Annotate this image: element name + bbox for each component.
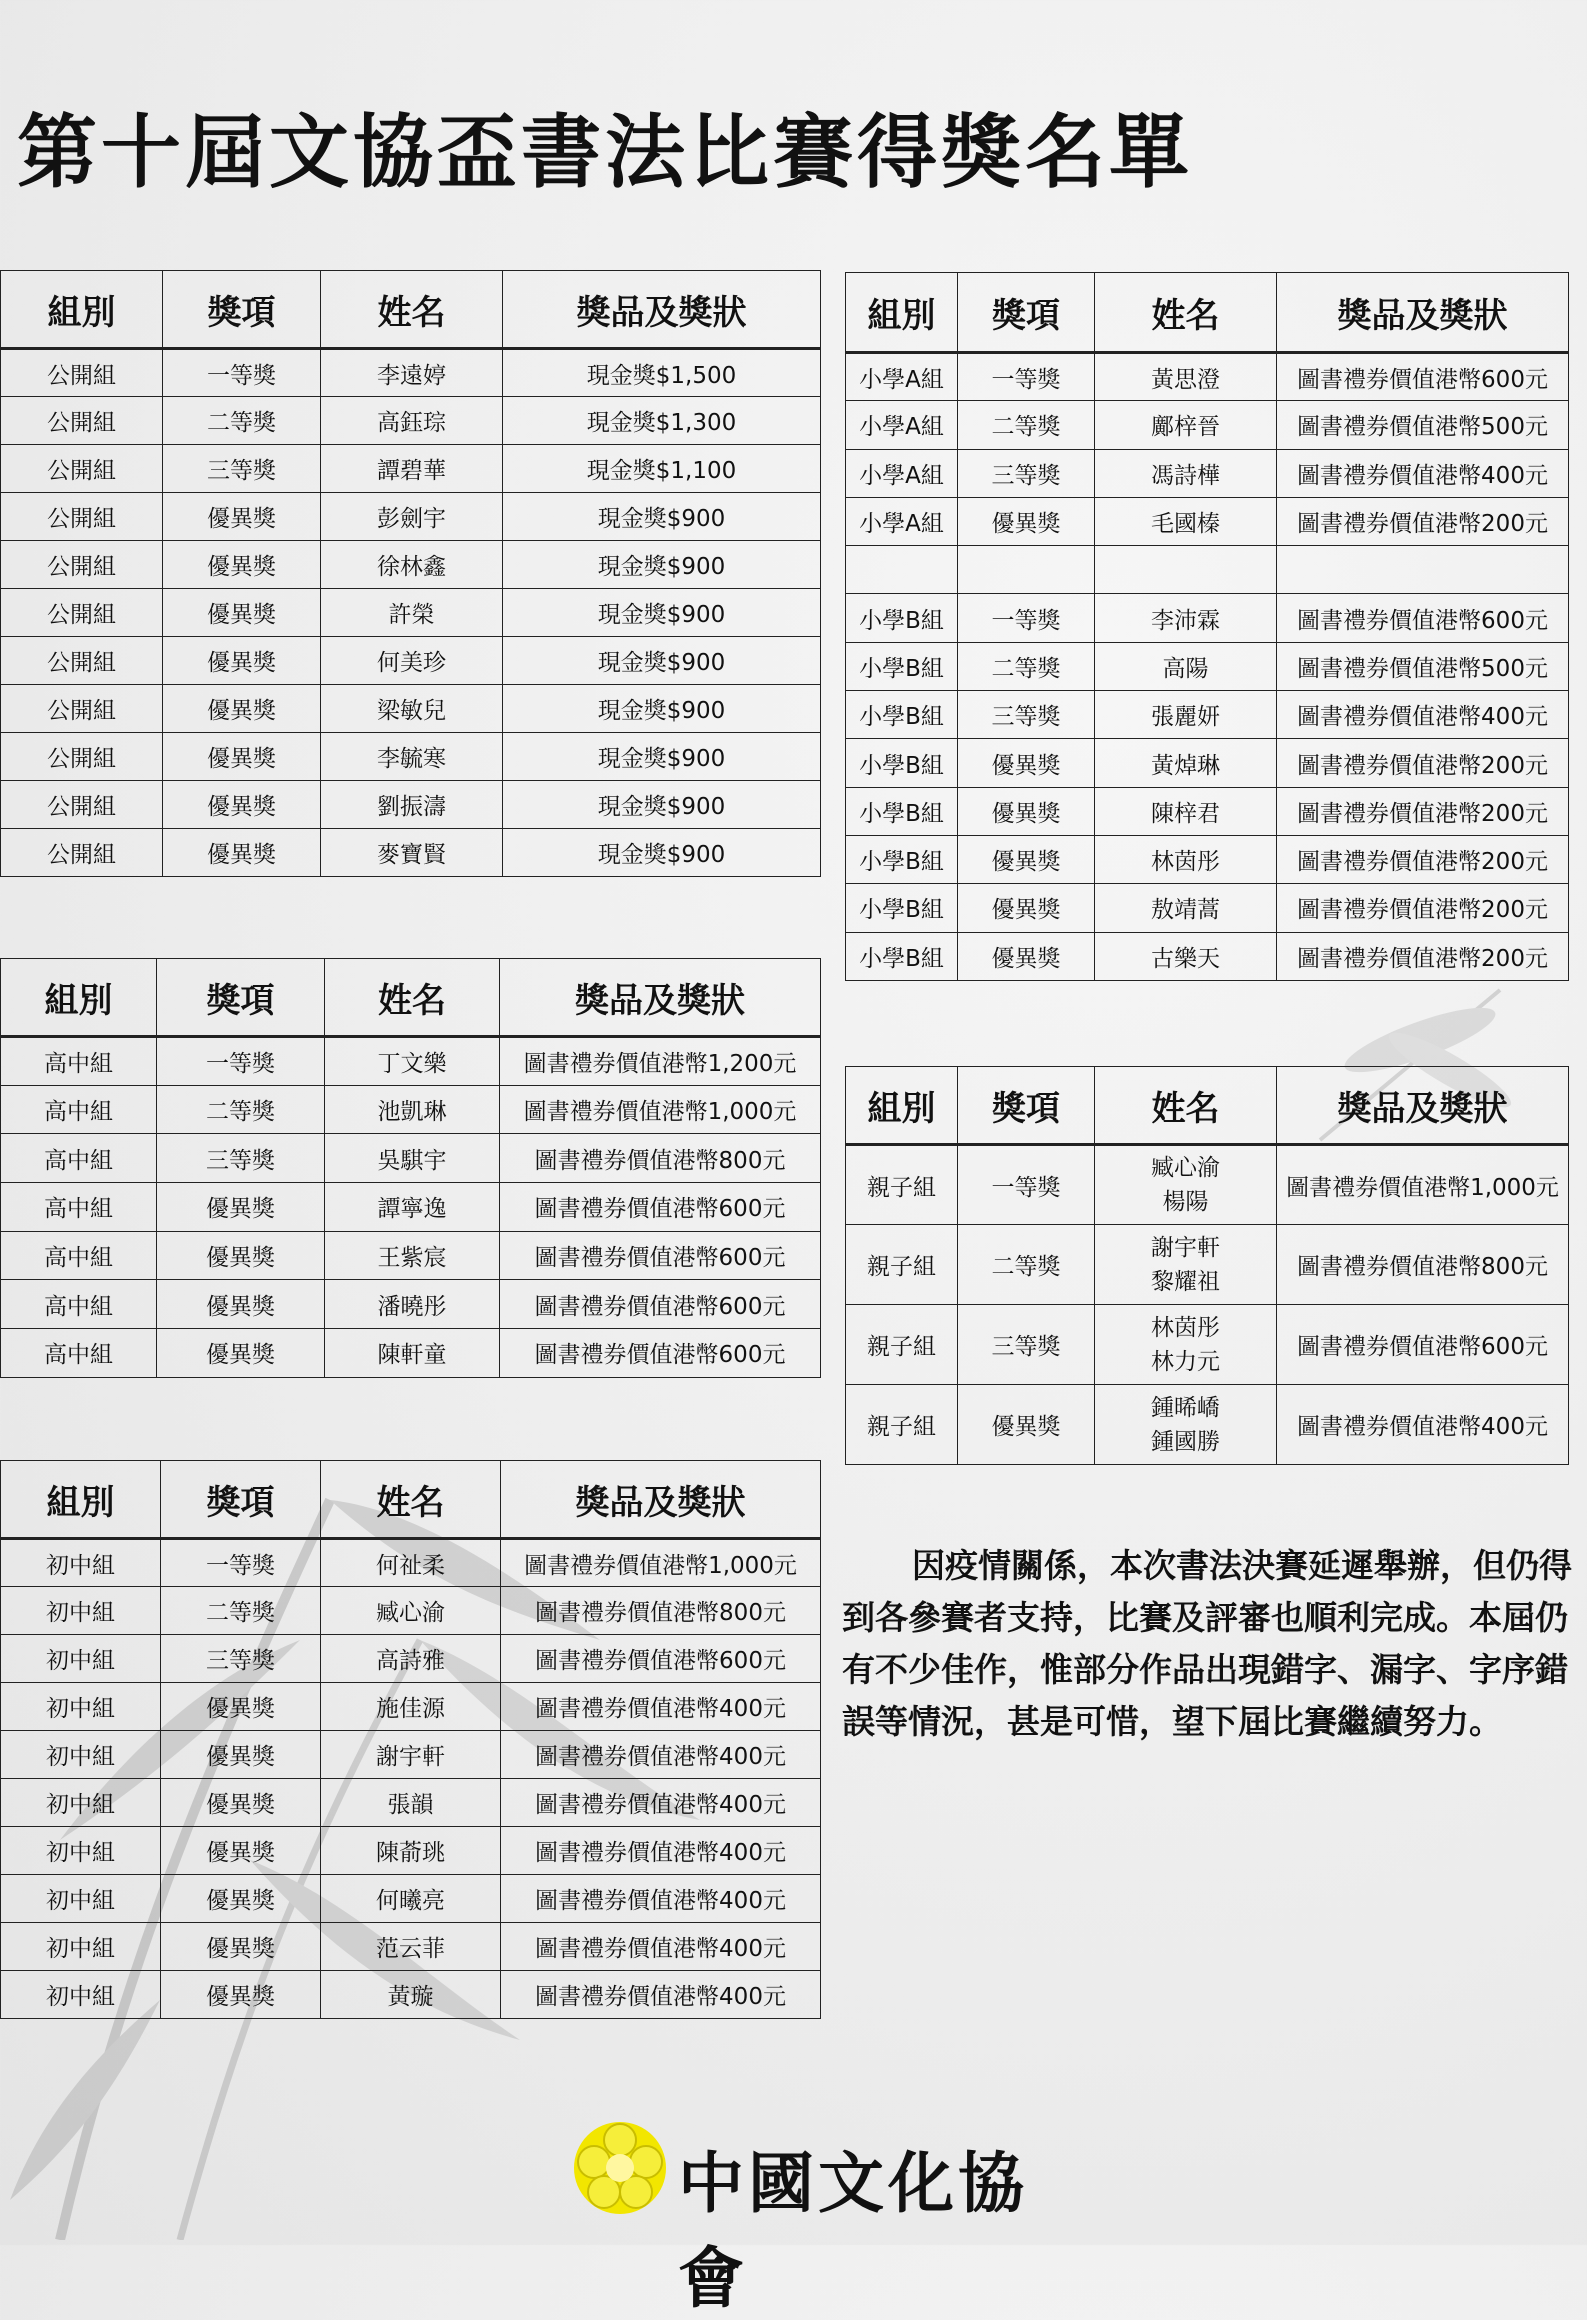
cell-award: 二等獎 [958, 642, 1095, 690]
table-row [846, 546, 1569, 594]
cell-award: 優異獎 [161, 1923, 321, 1971]
cell-name: 陳萮珧 [321, 1827, 501, 1875]
cell-prize: 圖書禮券價值港幣400元 [1277, 449, 1569, 497]
table-row [1, 781, 821, 829]
cell-name: 張韻 [321, 1779, 501, 1827]
cell-name: 施佳源 [321, 1683, 501, 1731]
cell-name: 毛國榛 [1095, 497, 1277, 545]
cell-name: 池凱琳 [325, 1085, 500, 1134]
cell-group: 小學B組 [846, 884, 958, 932]
cell-group: 公開組 [1, 685, 163, 733]
header-prize: 獎品及獎狀 [503, 271, 821, 349]
cell-name: 謝宇軒 黎耀祖 [1095, 1225, 1277, 1305]
cell-group: 高中組 [1, 1329, 157, 1378]
cell-group: 初中組 [1, 1875, 161, 1923]
header-name: 姓名 [321, 1461, 501, 1539]
cell-award: 二等獎 [161, 1587, 321, 1635]
cell-award: 優異獎 [163, 541, 321, 589]
cell-award: 優異獎 [161, 1875, 321, 1923]
table-row [1, 1134, 821, 1183]
organization-name: 中國文化協會 [678, 2144, 1028, 2317]
page-title: 第十屆文協盃書法比賽得獎名單 [17, 106, 1193, 199]
cell-prize: 圖書禮券價值港幣200元 [1277, 932, 1569, 980]
cell-award: 優異獎 [161, 1971, 321, 2019]
cell-name: 黃璇 [321, 1971, 501, 2019]
cell-name: 李遠婷 [321, 349, 503, 397]
cell-name: 譚碧華 [321, 445, 503, 493]
cell-name: 李毓寒 [321, 733, 503, 781]
junior-group-table [0, 1460, 821, 2019]
table-row [1, 1085, 821, 1134]
cell-prize: 現金獎$900 [503, 493, 821, 541]
cell-group: 初中組 [1, 1587, 161, 1635]
open-group-table [0, 270, 821, 877]
cell-name: 許榮 [321, 589, 503, 637]
table-row [1, 1539, 821, 1587]
cell-prize: 圖書禮券價值港幣1,200元 [500, 1037, 821, 1086]
cell-award: 三等獎 [157, 1134, 325, 1183]
cell-name: 黃思澄 [1095, 353, 1277, 401]
cell-prize: 圖書禮券價值港幣800元 [1277, 1225, 1569, 1305]
cell-prize: 圖書禮券價值港幣400元 [1277, 691, 1569, 739]
cell-name: 高陽 [1095, 642, 1277, 690]
cell-award: 優異獎 [157, 1183, 325, 1232]
table-row [1, 1683, 821, 1731]
cell-award: 三等獎 [161, 1635, 321, 1683]
table-row [1, 1587, 821, 1635]
cell-group: 初中組 [1, 1635, 161, 1683]
cell-group: 小學B組 [846, 835, 958, 883]
cell-award: 二等獎 [958, 401, 1095, 449]
cell-group: 小學A組 [846, 353, 958, 401]
cell-prize: 圖書禮券價值港幣600元 [1277, 1305, 1569, 1385]
cell-group: 公開組 [1, 541, 163, 589]
cell-group: 高中組 [1, 1134, 157, 1183]
cell-prize: 圖書禮券價值港幣400元 [501, 1779, 821, 1827]
cell-prize: 圖書禮券價值港幣400元 [501, 1827, 821, 1875]
cell-group: 親子組 [846, 1305, 958, 1385]
cell-prize [1277, 546, 1569, 594]
cell-prize: 現金獎$1,500 [503, 349, 821, 397]
cell-award: 二等獎 [958, 1225, 1095, 1305]
cell-name: 梁敏兒 [321, 685, 503, 733]
table-row [1, 1827, 821, 1875]
table-row [846, 932, 1569, 980]
cell-award: 一等獎 [958, 1145, 1095, 1225]
cell-group: 公開組 [1, 349, 163, 397]
cell-group: 親子組 [846, 1225, 958, 1305]
cell-award [958, 546, 1095, 594]
cell-group: 初中組 [1, 1827, 161, 1875]
table-row [846, 1145, 1569, 1225]
table-row [846, 1225, 1569, 1305]
cell-name: 敖靖蒿 [1095, 884, 1277, 932]
table-row [1, 685, 821, 733]
cell-name: 何曦亮 [321, 1875, 501, 1923]
header-group: 組別 [846, 1067, 958, 1145]
table-row [846, 497, 1569, 545]
cell-award: 優異獎 [958, 739, 1095, 787]
cell-prize: 圖書禮券價值港幣500元 [1277, 401, 1569, 449]
header-award: 獎項 [161, 1461, 321, 1539]
cell-award: 一等獎 [958, 353, 1095, 401]
table-row [846, 353, 1569, 401]
table-row [846, 884, 1569, 932]
cell-group: 公開組 [1, 589, 163, 637]
cell-group: 高中組 [1, 1037, 157, 1086]
table-row [846, 1305, 1569, 1385]
cell-award: 三等獎 [958, 1305, 1095, 1385]
cell-group: 初中組 [1, 1971, 161, 2019]
cell-name: 林茵彤 林力元 [1095, 1305, 1277, 1385]
cell-prize: 圖書禮券價值港幣1,000元 [501, 1539, 821, 1587]
table-row [1, 1280, 821, 1329]
cell-prize: 圖書禮券價值港幣600元 [500, 1183, 821, 1232]
cell-prize: 現金獎$1,100 [503, 445, 821, 493]
cell-award: 優異獎 [163, 733, 321, 781]
cell-name: 何美珍 [321, 637, 503, 685]
cell-group: 公開組 [1, 781, 163, 829]
footer-logo [570, 2118, 1090, 2317]
table-row [1, 349, 821, 397]
cell-award: 優異獎 [161, 1731, 321, 1779]
cell-prize: 圖書禮券價值港幣400元 [501, 1875, 821, 1923]
cell-group: 小學A組 [846, 401, 958, 449]
cell-prize: 圖書禮券價值港幣200元 [1277, 835, 1569, 883]
cell-award: 優異獎 [157, 1280, 325, 1329]
table-row [1, 1037, 821, 1086]
cell-prize: 圖書禮券價值港幣1,000元 [1277, 1145, 1569, 1225]
cell-name: 潘曉彤 [325, 1280, 500, 1329]
cell-prize: 現金獎$900 [503, 685, 821, 733]
cell-prize: 現金獎$900 [503, 733, 821, 781]
cell-name: 鍾晞嶠 鍾國勝 [1095, 1385, 1277, 1465]
cell-name: 林茵彤 [1095, 835, 1277, 883]
cell-prize: 現金獎$900 [503, 781, 821, 829]
cell-name: 古樂天 [1095, 932, 1277, 980]
cell-prize: 圖書禮券價值港幣600元 [1277, 594, 1569, 642]
cell-name: 何祉柔 [321, 1539, 501, 1587]
cell-award: 優異獎 [958, 932, 1095, 980]
cell-name: 丁文樂 [325, 1037, 500, 1086]
primary-group-table [845, 272, 1569, 981]
cell-award: 優異獎 [163, 493, 321, 541]
cell-name: 張麗妍 [1095, 691, 1277, 739]
cell-prize: 圖書禮券價值港幣600元 [500, 1280, 821, 1329]
table-row [1, 1971, 821, 2019]
cell-prize: 圖書禮券價值港幣600元 [500, 1231, 821, 1280]
cell-award: 三等獎 [958, 449, 1095, 497]
cell-award: 優異獎 [958, 787, 1095, 835]
cell-prize: 圖書禮券價值港幣500元 [1277, 642, 1569, 690]
header-group: 組別 [1, 1461, 161, 1539]
cell-prize: 現金獎$900 [503, 541, 821, 589]
cell-name: 謝宇軒 [321, 1731, 501, 1779]
cell-award: 優異獎 [157, 1329, 325, 1378]
table-row [846, 1385, 1569, 1465]
cell-prize: 現金獎$900 [503, 637, 821, 685]
cell-prize: 圖書禮券價值港幣400元 [1277, 1385, 1569, 1465]
table-row [1, 637, 821, 685]
cell-name: 臧心渝 [321, 1587, 501, 1635]
cell-group: 小學B組 [846, 642, 958, 690]
table-row [1, 1183, 821, 1232]
cell-prize: 圖書禮券價值港幣400元 [501, 1683, 821, 1731]
cell-group: 小學B組 [846, 787, 958, 835]
cell-group: 高中組 [1, 1183, 157, 1232]
table-row [846, 642, 1569, 690]
header-award: 獎項 [157, 959, 325, 1037]
senior-group-table [0, 958, 821, 1378]
cell-award: 二等獎 [157, 1085, 325, 1134]
logo-seal-text [570, 2118, 670, 2218]
cell-prize: 現金獎$1,300 [503, 397, 821, 445]
cell-name [1095, 546, 1277, 594]
cell-award: 優異獎 [958, 835, 1095, 883]
header-award: 獎項 [958, 1067, 1095, 1145]
cell-prize: 圖書禮券價值港幣600元 [501, 1635, 821, 1683]
table-row [1, 1875, 821, 1923]
cell-award: 優異獎 [163, 829, 321, 877]
cell-name: 鄺梓晉 [1095, 401, 1277, 449]
cell-group: 小學B組 [846, 691, 958, 739]
cell-name: 高詩雅 [321, 1635, 501, 1683]
header-group: 組別 [1, 271, 163, 349]
table-row [846, 739, 1569, 787]
cell-award: 一等獎 [163, 349, 321, 397]
table-row [846, 787, 1569, 835]
header-award: 獎項 [958, 273, 1095, 353]
table-row [846, 449, 1569, 497]
cell-group: 親子組 [846, 1145, 958, 1225]
header-group: 組別 [846, 273, 958, 353]
cell-award: 優異獎 [163, 589, 321, 637]
cell-group: 公開組 [1, 493, 163, 541]
cell-award: 優異獎 [163, 685, 321, 733]
table-row [846, 835, 1569, 883]
cell-award: 優異獎 [163, 637, 321, 685]
cell-group: 親子組 [846, 1385, 958, 1465]
cell-award: 優異獎 [161, 1683, 321, 1731]
cell-award: 優異獎 [157, 1231, 325, 1280]
cell-name: 黃焯琳 [1095, 739, 1277, 787]
cell-group: 小學B組 [846, 739, 958, 787]
cell-name: 劉振濤 [321, 781, 503, 829]
header-name: 姓名 [325, 959, 500, 1037]
header-prize: 獎品及獎狀 [500, 959, 821, 1037]
cell-award: 二等獎 [163, 397, 321, 445]
cell-name: 徐林鑫 [321, 541, 503, 589]
cell-award: 優異獎 [161, 1779, 321, 1827]
table-row [1, 397, 821, 445]
cell-group: 小學A組 [846, 449, 958, 497]
cell-prize: 圖書禮券價值港幣1,000元 [500, 1085, 821, 1134]
header-award: 獎項 [163, 271, 321, 349]
cell-prize: 現金獎$900 [503, 589, 821, 637]
table-row [1, 541, 821, 589]
cell-name: 王紫宸 [325, 1231, 500, 1280]
cell-group: 公開組 [1, 829, 163, 877]
cell-group: 小學A組 [846, 497, 958, 545]
cell-prize: 圖書禮券價值港幣800元 [500, 1134, 821, 1183]
cell-award: 三等獎 [958, 691, 1095, 739]
table-row [846, 594, 1569, 642]
cell-group: 高中組 [1, 1280, 157, 1329]
cell-name: 陳軒童 [325, 1329, 500, 1378]
table-row [1, 1231, 821, 1280]
cell-name: 高鈺琮 [321, 397, 503, 445]
cell-name: 吳騏宇 [325, 1134, 500, 1183]
table-row [1, 829, 821, 877]
header-name: 姓名 [1095, 1067, 1277, 1145]
cell-award: 優異獎 [161, 1827, 321, 1875]
cell-name: 馮詩樺 [1095, 449, 1277, 497]
cell-prize: 圖書禮券價值港幣400元 [501, 1971, 821, 2019]
cell-prize: 圖書禮券價值港幣600元 [500, 1329, 821, 1378]
cell-award: 優異獎 [958, 497, 1095, 545]
cell-award: 一等獎 [958, 594, 1095, 642]
family-group-table [845, 1066, 1569, 1465]
cell-group: 公開組 [1, 445, 163, 493]
cell-prize: 圖書禮券價值港幣200元 [1277, 497, 1569, 545]
cell-group: 公開組 [1, 733, 163, 781]
cell-group: 初中組 [1, 1539, 161, 1587]
table-row [1, 733, 821, 781]
table-row [1, 493, 821, 541]
cell-name: 李沛霖 [1095, 594, 1277, 642]
cell-award: 優異獎 [958, 1385, 1095, 1465]
header-name: 姓名 [1095, 273, 1277, 353]
cell-award: 一等獎 [157, 1037, 325, 1086]
cell-name: 彭劍宇 [321, 493, 503, 541]
header-name: 姓名 [321, 271, 503, 349]
cell-award: 優異獎 [958, 884, 1095, 932]
cell-prize: 圖書禮券價值港幣600元 [1277, 353, 1569, 401]
cell-name: 譚寧逸 [325, 1183, 500, 1232]
table-row [1, 1329, 821, 1378]
table-row [1, 445, 821, 493]
cell-prize: 圖書禮券價值港幣200元 [1277, 884, 1569, 932]
cell-prize: 圖書禮券價值港幣200元 [1277, 739, 1569, 787]
cell-group [846, 546, 958, 594]
cell-group: 高中組 [1, 1231, 157, 1280]
table-row [1, 1779, 821, 1827]
cell-name: 陳梓君 [1095, 787, 1277, 835]
closing-note: 因疫情關係，本次書法決賽延遲舉辦，但仍得到各參賽者支持，比賽及評審也順利完成。本屆仍有不少佳作，惟部分作品出現錯字、漏字、字序錯誤等情況，甚是可惜，望下屆比賽繼續努力。 [842, 1546, 1572, 1741]
cell-award: 優異獎 [163, 781, 321, 829]
cell-prize: 現金獎$900 [503, 829, 821, 877]
cell-name: 臧心渝 楊陽 [1095, 1145, 1277, 1225]
table-row [1, 589, 821, 637]
cell-award: 一等獎 [161, 1539, 321, 1587]
cell-prize: 圖書禮券價值港幣400元 [501, 1731, 821, 1779]
table-row [1, 1731, 821, 1779]
header-prize: 獎品及獎狀 [1277, 273, 1569, 353]
cell-group: 公開組 [1, 397, 163, 445]
cell-name: 麥寶賢 [321, 829, 503, 877]
cell-group: 小學B組 [846, 594, 958, 642]
cell-prize: 圖書禮券價值港幣400元 [501, 1923, 821, 1971]
table-row [846, 401, 1569, 449]
header-group: 組別 [1, 959, 157, 1037]
header-prize: 獎品及獎狀 [501, 1461, 821, 1539]
cell-award: 三等獎 [163, 445, 321, 493]
cell-name: 范云菲 [321, 1923, 501, 1971]
cell-group: 初中組 [1, 1683, 161, 1731]
table-row [1, 1923, 821, 1971]
cell-group: 初中組 [1, 1779, 161, 1827]
cell-prize: 圖書禮券價值港幣800元 [501, 1587, 821, 1635]
cell-group: 小學B組 [846, 932, 958, 980]
cell-group: 高中組 [1, 1085, 157, 1134]
header-prize: 獎品及獎狀 [1277, 1067, 1569, 1145]
cell-group: 初中組 [1, 1731, 161, 1779]
cell-group: 初中組 [1, 1923, 161, 1971]
cell-prize: 圖書禮券價值港幣200元 [1277, 787, 1569, 835]
table-row [1, 1635, 821, 1683]
cell-group: 公開組 [1, 637, 163, 685]
table-row [846, 691, 1569, 739]
